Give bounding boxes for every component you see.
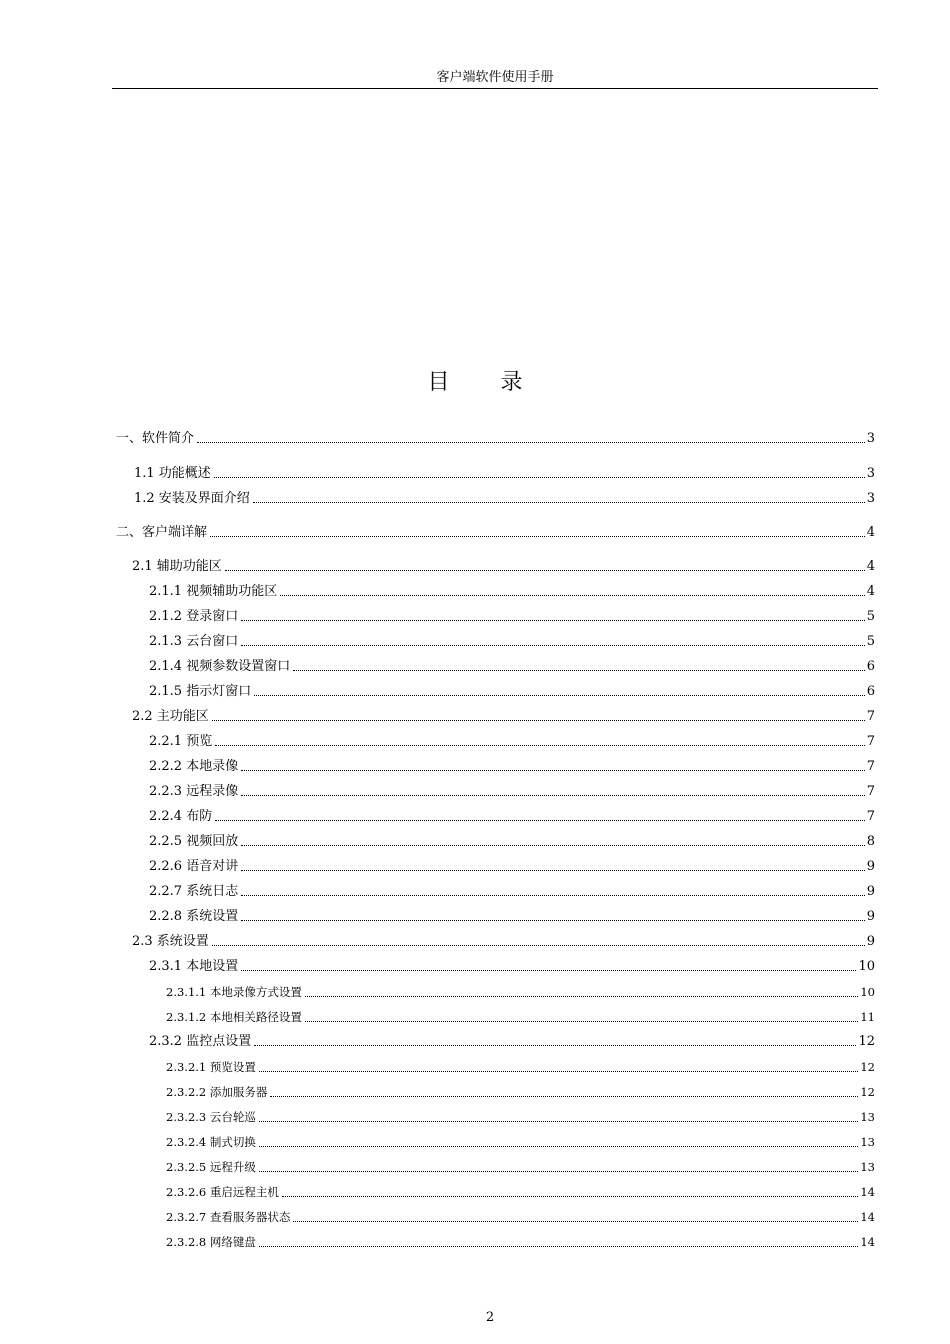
toc-entry-page: 6 — [866, 659, 875, 674]
toc-leader — [241, 920, 865, 921]
toc-entry-page: 9 — [866, 909, 875, 924]
toc-entry[interactable] — [149, 855, 875, 875]
toc-entry[interactable] — [149, 805, 875, 825]
toc-entry[interactable] — [166, 1130, 875, 1150]
toc-entry-page: 9 — [866, 934, 875, 949]
toc-leader — [215, 745, 865, 746]
toc-title: 目 录 — [427, 370, 545, 395]
toc-leader — [280, 595, 865, 596]
toc-leader — [241, 770, 865, 771]
toc-entry[interactable] — [149, 905, 875, 925]
toc-entry[interactable] — [116, 427, 875, 447]
toc-leader — [241, 645, 865, 646]
toc-entry-label: 1.1 功能概述 — [134, 466, 211, 481]
toc-entry-page: 14 — [860, 1185, 875, 1199]
toc-entry[interactable] — [149, 955, 875, 975]
toc-leader — [215, 820, 865, 821]
toc-entry-page: 14 — [860, 1235, 875, 1249]
toc-entry-page: 7 — [866, 759, 875, 774]
toc-entry-page: 8 — [866, 834, 875, 849]
toc-entry-label: 2.2.4 布防 — [149, 809, 213, 824]
toc-leader — [254, 1045, 856, 1046]
toc-entry-label: 2.2.2 本地录像 — [149, 759, 239, 774]
toc-entry-page: 14 — [860, 1210, 875, 1224]
toc-entry-page: 9 — [866, 859, 875, 874]
toc-leader — [270, 1096, 858, 1097]
toc-entry[interactable] — [166, 980, 875, 1000]
toc-entry-page: 7 — [866, 784, 875, 799]
toc-leader — [259, 1146, 858, 1147]
toc-leader — [225, 570, 865, 571]
toc-entry-page: 3 — [866, 491, 875, 506]
toc-entry-page: 13 — [860, 1160, 875, 1174]
toc-leader — [241, 620, 865, 621]
toc-leader — [259, 1071, 858, 1072]
toc-entry[interactable] — [149, 830, 875, 850]
toc-entry-page: 13 — [860, 1110, 875, 1124]
toc-entry[interactable] — [149, 755, 875, 775]
toc-leader — [305, 996, 858, 997]
toc-entry[interactable] — [116, 521, 875, 541]
toc-leader — [210, 536, 865, 537]
toc-leader — [197, 442, 865, 443]
toc-entry-page: 5 — [866, 609, 875, 624]
toc-entry[interactable] — [134, 487, 875, 507]
toc-entry-label: 二、客户端详解 — [116, 525, 208, 540]
toc-entry[interactable] — [149, 655, 875, 675]
toc-leader — [241, 870, 865, 871]
toc-entry-label: 2.2.3 远程录像 — [149, 784, 239, 799]
toc-entry-page: 3 — [866, 431, 875, 446]
toc-entry-label: 2.1.1 视频辅助功能区 — [149, 584, 278, 599]
toc-entry[interactable] — [166, 1055, 875, 1075]
toc-entry[interactable] — [166, 1230, 875, 1250]
toc-leader — [293, 670, 865, 671]
toc-entry-label: 2.2.7 系统日志 — [149, 884, 239, 899]
toc-entry-page: 9 — [866, 884, 875, 899]
toc-entry-page: 6 — [866, 684, 875, 699]
toc-leader — [241, 845, 865, 846]
toc-entry-label: 一、软件简介 — [116, 431, 195, 446]
toc-entry-label: 2.1.5 指示灯窗口 — [149, 684, 252, 699]
toc-leader — [305, 1021, 858, 1022]
toc-entry[interactable] — [166, 1155, 875, 1175]
toc-entry-page: 10 — [858, 959, 875, 974]
toc-entry-page: 12 — [858, 1034, 875, 1049]
toc-leader — [259, 1121, 858, 1122]
toc-entry-label: 2.3.2.5 远程升级 — [166, 1160, 256, 1174]
toc-entry-page: 11 — [860, 1010, 875, 1024]
page-number: 2 — [485, 1310, 495, 1325]
toc-entry-label: 2.3.1.1 本地录像方式设置 — [166, 985, 302, 999]
toc-entry-page: 4 — [866, 525, 875, 540]
toc-entry-page: 7 — [866, 809, 875, 824]
toc-entry-page: 4 — [866, 559, 875, 574]
toc-entry-page: 3 — [866, 466, 875, 481]
toc-entry-label: 2.2.1 预览 — [149, 734, 213, 749]
toc-leader — [241, 795, 865, 796]
toc-entry-label: 2.3.2.8 网络键盘 — [166, 1235, 256, 1249]
toc-entry[interactable] — [166, 1080, 875, 1100]
toc-leader — [214, 477, 865, 478]
toc-entry-page: 4 — [866, 584, 875, 599]
toc-entry[interactable] — [149, 630, 875, 650]
toc-leader — [241, 895, 865, 896]
toc-entry[interactable] — [149, 730, 875, 750]
toc-entry-label: 2.1.4 视频参数设置窗口 — [149, 659, 291, 674]
toc-leader — [259, 1246, 858, 1247]
toc-entry[interactable] — [149, 780, 875, 800]
toc-entry-label: 2.3.2.7 查看服务器状态 — [166, 1210, 291, 1224]
toc-leader — [259, 1171, 858, 1172]
toc-entry[interactable] — [166, 1205, 875, 1225]
toc-entry[interactable] — [166, 1105, 875, 1125]
toc-entry-label: 2.3.2.1 预览设置 — [166, 1060, 256, 1074]
toc-entry[interactable] — [132, 555, 875, 575]
toc-entry[interactable] — [166, 1005, 875, 1025]
toc-leader — [212, 720, 865, 721]
toc-entry-label: 2.3.1 本地设置 — [149, 959, 239, 974]
toc-entry[interactable] — [166, 1180, 875, 1200]
toc-leader — [241, 970, 856, 971]
toc-entry-label: 2.2.6 语音对讲 — [149, 859, 239, 874]
toc-leader — [253, 502, 865, 503]
toc-leader — [254, 695, 865, 696]
toc-entry-label: 2.3.1.2 本地相关路径设置 — [166, 1010, 302, 1024]
toc-entry-page: 5 — [866, 634, 875, 649]
toc-entry-label: 2.2.5 视频回放 — [149, 834, 239, 849]
toc-entry-page: 12 — [860, 1060, 875, 1074]
toc-entry-label: 1.2 安装及界面介绍 — [134, 491, 250, 506]
toc-entry-page: 7 — [866, 734, 875, 749]
toc-leader — [293, 1221, 858, 1222]
toc-entry-page: 7 — [866, 709, 875, 724]
toc-entry-label: 2.3.2.6 重启远程主机 — [166, 1185, 279, 1199]
toc-entry-label: 2.3.2 监控点设置 — [149, 1034, 252, 1049]
toc-entry-page: 12 — [860, 1085, 875, 1099]
toc-leader — [212, 945, 865, 946]
page-header-title: 客户端软件使用手册 — [436, 70, 554, 85]
toc-entry[interactable] — [149, 1030, 875, 1050]
toc-entry-label: 2.3.2.4 制式切换 — [166, 1135, 256, 1149]
toc-entry[interactable] — [149, 680, 875, 700]
toc-entry[interactable] — [149, 605, 875, 625]
toc-entry-label: 2.1.3 云台窗口 — [149, 634, 239, 649]
toc-entry-page: 10 — [860, 985, 875, 999]
toc-entry[interactable] — [134, 462, 875, 482]
toc-entry[interactable] — [132, 705, 875, 725]
toc-entry-label: 2.3.2.2 添加服务器 — [166, 1085, 268, 1099]
toc-entry-page: 13 — [860, 1135, 875, 1149]
toc-entry[interactable] — [149, 880, 875, 900]
toc-entry[interactable] — [149, 580, 875, 600]
toc-entry-label: 2.1 辅助功能区 — [132, 559, 222, 574]
toc-entry-label: 2.1.2 登录窗口 — [149, 609, 239, 624]
toc-entry-label: 2.3 系统设置 — [132, 934, 209, 949]
toc-leader — [282, 1196, 858, 1197]
toc-entry-label: 2.2 主功能区 — [132, 709, 209, 724]
toc-entry[interactable] — [132, 930, 875, 950]
toc-entry-label: 2.2.8 系统设置 — [149, 909, 239, 924]
toc-entry-label: 2.3.2.3 云台轮巡 — [166, 1110, 256, 1124]
